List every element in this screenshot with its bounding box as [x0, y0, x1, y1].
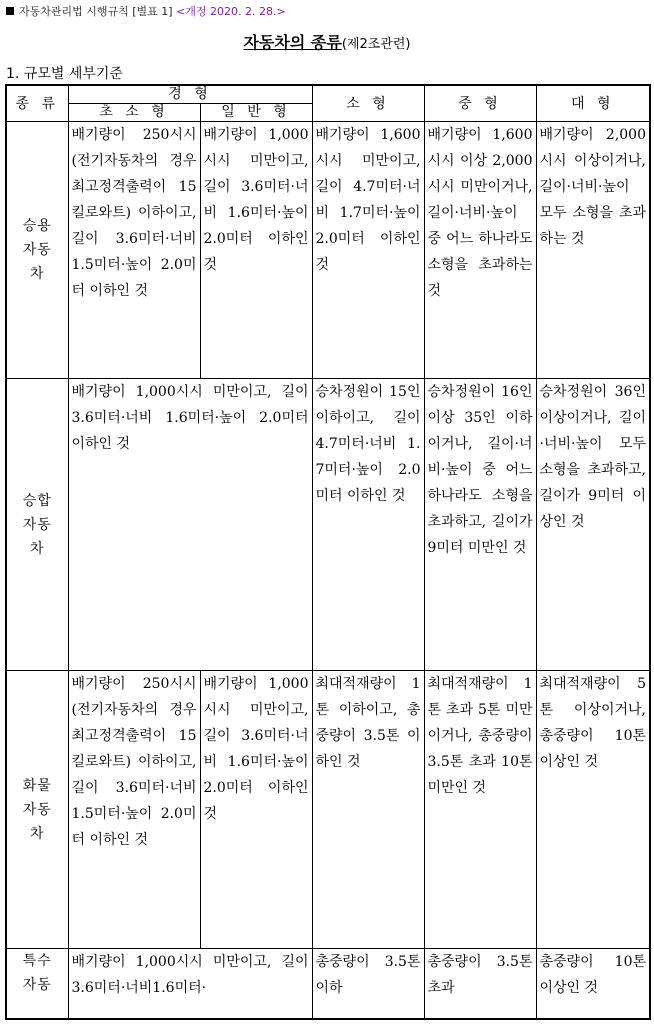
cell-small: 최대적재량이 1톤 이하이고, 총중량이 3.5톤 이하인 것	[312, 671, 424, 949]
cell-light: 배기량이 1,000시시 미만이고, 길이 3.6미터·너비 1.6미터·높이 2.0미터 이하인 것	[68, 379, 312, 671]
header-medium: 중 형	[424, 85, 536, 122]
category-special: 특수자동	[22, 953, 52, 993]
cell-light: 배기량이 1,000시시 미만이고, 길이 3.6미터·너비1.6미터·	[68, 949, 312, 1019]
table-row	[6, 379, 650, 671]
cell-medium: 배기량이 1,600시시 이상 2,000시시 미만이거나, 길이·너비·높이 중 어느 하나라도 소형을 초과하는 것	[424, 122, 536, 379]
cell-small: 승차정원이 15인 이하이고, 길이 4.7미터·너비 1.7미터·높이 2.0미터 이하인 것	[312, 379, 424, 671]
header-small: 소 형	[312, 85, 424, 122]
page-header	[6, 3, 286, 19]
header-type: 종 류	[6, 85, 68, 122]
cell-general: 배기량이 1,000시시 미만이고, 길이 3.6미터·너비 1.6미터·높이 2.0미터 이하인 것	[200, 122, 312, 379]
cell-large: 최대적재량이 5톤 이상이거나, 총중량이 10톤 이상인 것	[536, 671, 650, 949]
cell-medium: 총중량이 3.5톤 초과	[424, 949, 536, 1019]
title-sub: (제2조관련)	[341, 37, 411, 52]
vehicle-classification-table	[5, 84, 651, 1020]
table-row	[6, 949, 650, 1019]
law-reference: 자동차관리법 시행규칙 [별표 1]	[19, 5, 173, 18]
header-general: 일 반 형	[200, 104, 312, 122]
cell-medium: 최대적재량이 1톤 초과 5톤 미만이거나, 총중량이 3.5톤 초과 10톤 미만인 것	[424, 671, 536, 949]
cell-small: 배기량이 1,600시시 미만이고, 길이 4.7미터·너비 1.7미터·높이 2.0미터 이하인 것	[312, 122, 424, 379]
square-bullet-icon	[6, 7, 14, 15]
cell-ultra-light: 배기량이 250시시(전기자동차의 경우 최고정격출력이 15킬로와트) 이하이고, 길이 3.6미터·너비 1.5미터·높이 2.0미터 이하인 것	[68, 671, 200, 949]
cell-large: 배기량이 2,000시시 이상이거나, 길이·너비·높이 모두 소형을 초과하는 것	[536, 122, 650, 379]
section-heading: 1. 규모별 세부기준	[6, 66, 123, 82]
title-main: 자동차의 종류	[243, 33, 342, 52]
category-truck: 화물자동차	[22, 777, 52, 842]
cell-large: 승차정원이 36인 이상이거나, 길이·너비·높이 모두 소형을 초과하고, 길이가 9미터 이상인 것	[536, 379, 650, 671]
header-large: 대 형	[536, 85, 650, 122]
header-light: 경 형	[68, 85, 312, 104]
cell-ultra-light: 배기량이 250시시(전기자동차의 경우 최고정격출력이 15킬로와트) 이하이고, 길이 3.6미터·너비 1.5미터·높이 2.0미터 이하인 것	[68, 122, 200, 379]
category-van: 승합자동차	[22, 492, 52, 557]
table-row	[6, 671, 650, 949]
cell-general: 배기량이 1,000시시 미만이고, 길이 3.6미터·너비 1.6미터·높이 2.0미터 이하인 것	[200, 671, 312, 949]
cell-large: 총중량이 10톤 이상인 것	[536, 949, 650, 1019]
table-row	[6, 122, 650, 379]
page-title	[0, 30, 654, 53]
cell-small: 총중량이 3.5톤 이하	[312, 949, 424, 1019]
category-passenger: 승용자동차	[22, 218, 52, 282]
header-ultra-light: 초 소 형	[68, 104, 200, 122]
cell-medium: 승차정원이 16인 이상 35인 이하이거나, 길이·너비·높이 중 어느 하나라도 소형을 초과하고, 길이가 9미터 미만인 것	[424, 379, 536, 671]
revision-link[interactable]: <개정 2020. 2. 28.>	[176, 5, 286, 18]
